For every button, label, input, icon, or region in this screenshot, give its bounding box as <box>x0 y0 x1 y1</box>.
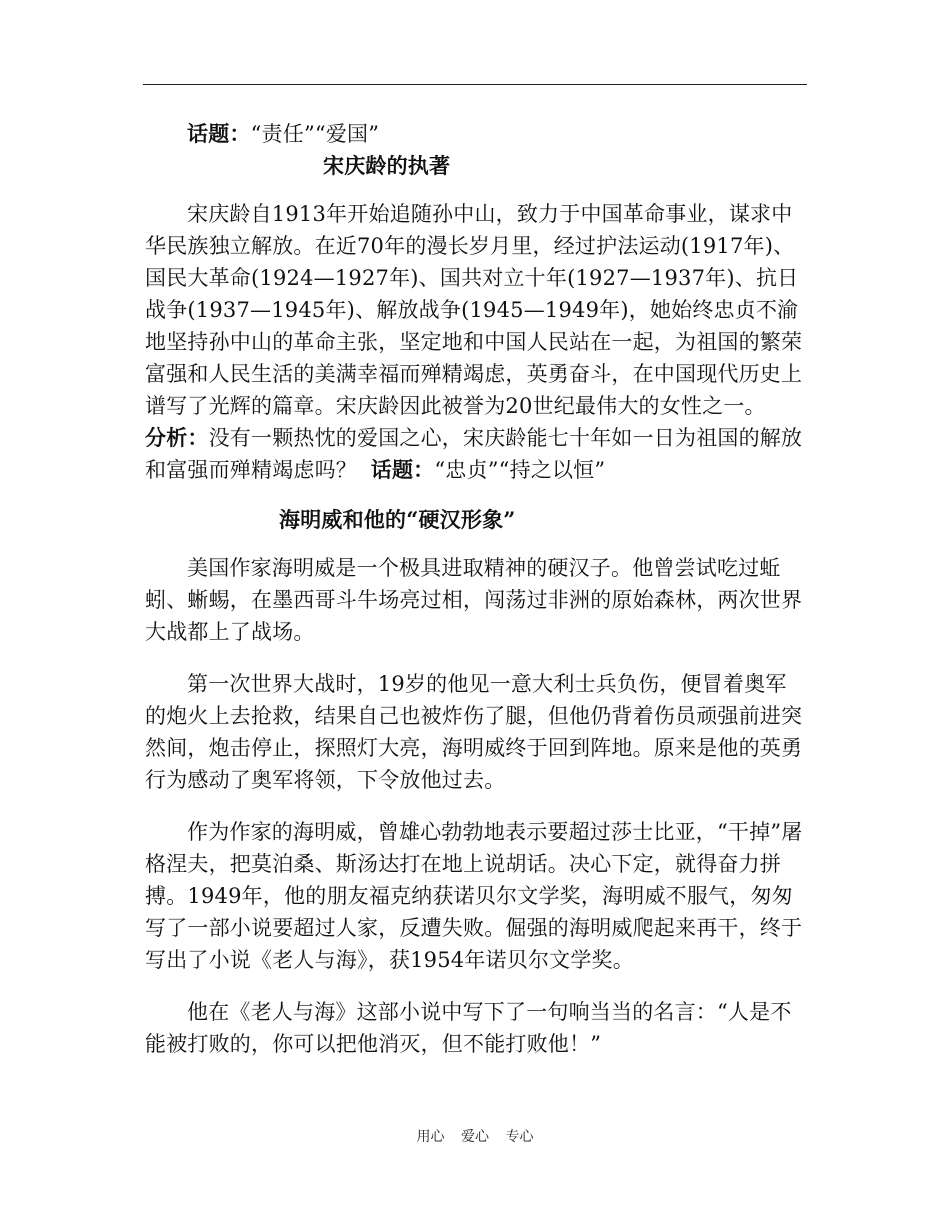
analysis-text: 没有一颗热忱的爱国之心，宋庆龄能七十年如一日为祖国的解放和富强而殚精竭虑吗？ <box>145 426 803 482</box>
header-rule <box>143 84 807 85</box>
document-body <box>145 118 807 1060</box>
paragraph-soong: 宋庆龄自1913年开始追随孙中山，致力于中国革命事业，谋求中华民族独立解放。在近70年的漫长岁月里，经过护法运动(1917年)、国民大革命(1924—1927年)、国共对立十年(1927—1937年)、抗日战争(1937—1945年)、解放战争(1945—1949年)，她始终忠贞不渝地坚持孙中山的革命主张，坚定地和中国人民站在一起，为祖国的繁荣富强和人民生活的美满幸福而殚精竭虑，英勇奋斗，在中国现代历史上谱写了光辉的篇章。宋庆龄因此被誉为20世纪最伟大的女性之一。 <box>145 202 803 418</box>
section-title-soong: 宋庆龄的执著 <box>323 153 451 178</box>
footer-item: 爱心 <box>461 1129 489 1145</box>
paragraph-hemingway-3: 作为作家的海明威，曾雄心勃勃地表示要超过莎士比亚，“干掉”屠格涅夫，把莫泊桑、斯汤达打在地上说胡话。决心下定，就得奋力拼搏。1949年，他的朋友福克纳获诺贝尔文学奖，海明威不服气，匆匆写了一部小说要超过人家，反遭失败。倔强的海明威爬起来再干，终于写出了小说《老人与海》，获1954年诺贝尔文学奖。 <box>145 820 803 972</box>
topic-text: “责任”“爱国” <box>250 122 380 146</box>
section-title-hemingway: 海明威和他的“硬汉形象” <box>279 507 516 532</box>
analysis-paragraph <box>145 422 807 486</box>
footer-item: 用心 <box>416 1129 445 1145</box>
analysis-label: 分析： <box>145 425 209 450</box>
topic-label: 话题： <box>187 121 251 146</box>
topic-label-2: 话题： <box>370 457 435 482</box>
topic-text-2: “忠贞”“持之以恒” <box>434 458 606 482</box>
page-footer <box>0 1126 950 1146</box>
topic-line-1 <box>145 118 807 150</box>
paragraph-hemingway-4: 他在《老人与海》这部小说中写下了一句响当当的名言：“人是不能被打败的，你可以把他消灭，但不能打败他！” <box>145 1000 792 1056</box>
footer-item: 专心 <box>505 1129 534 1145</box>
paragraph-hemingway-2: 第一次世界大战时，19岁的他见一意大利士兵负伤，便冒着奥军的炮火上去抢救，结果自己也被炸伤了腿，但他仍背着伤员顽强前进突然间，炮击停止，探照灯大亮，海明威终于回到阵地。原来是他的英勇行为感动了奥军将领，下令放他过去。 <box>145 672 803 792</box>
paragraph-hemingway-1: 美国作家海明威是一个极具进取精神的硬汉子。他曾尝试吃过蚯蚓、蜥蜴，在墨西哥斗牛场亮过相，闯荡过非洲的原始森林，两次世界大战都上了战场。 <box>145 556 803 644</box>
